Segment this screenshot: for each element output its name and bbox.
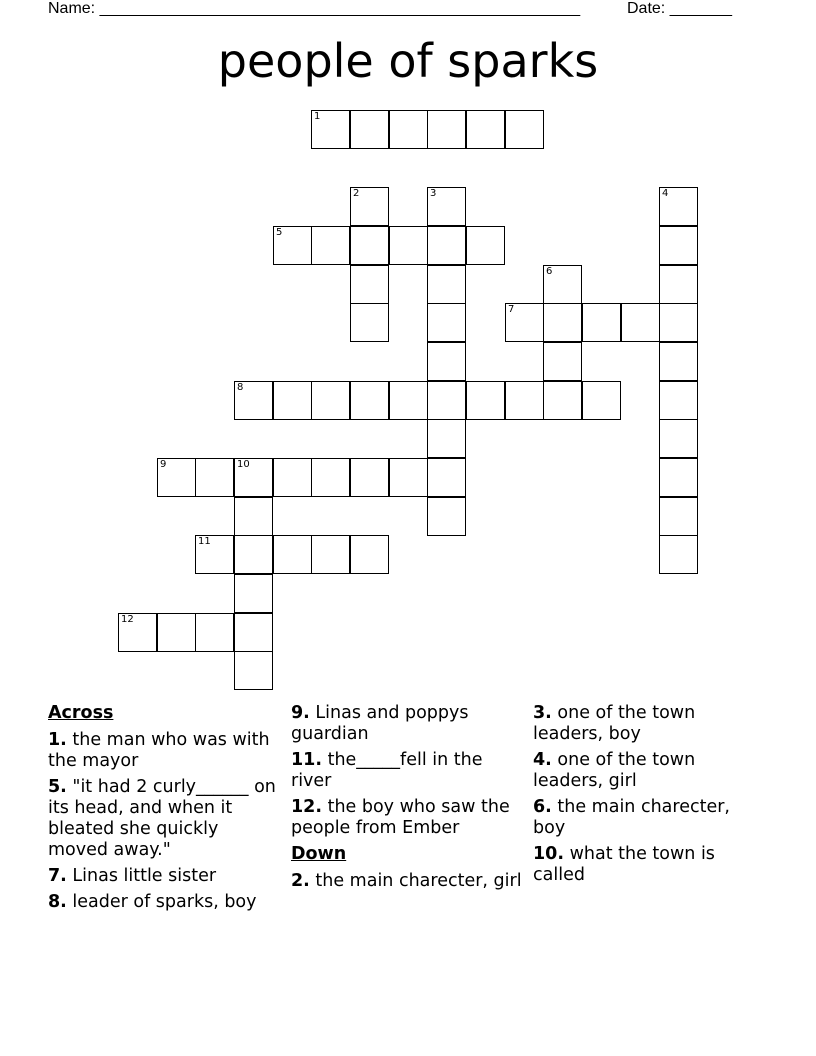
grid-cell[interactable] [350,535,389,574]
clue-number: 9. [291,703,310,723]
grid-cell[interactable] [659,458,698,497]
grid-cell[interactable] [234,613,273,652]
clue-text: what the town is called [533,844,715,885]
cell-number: 3 [430,188,437,199]
grid-cell[interactable] [543,342,582,381]
clue [48,892,280,913]
grid-cell[interactable] [195,458,234,497]
grid-cell[interactable] [505,110,544,149]
clue-number: 2. [291,871,310,891]
clue [291,871,523,892]
grid-cell[interactable] [427,381,466,420]
grid-cell[interactable] [311,381,350,420]
clue-text: the main charecter, girl [309,871,522,891]
grid-cell[interactable] [234,458,273,497]
clue-text: Linas little sister [66,866,217,886]
clue [533,703,765,745]
clue-text: one of the town leaders, boy [533,703,696,744]
grid-cell[interactable] [389,458,428,497]
grid-cell[interactable] [350,187,389,226]
clue [291,797,523,839]
puzzle-title: people of sparks [217,34,599,88]
clue-column-2 [291,703,523,897]
clue-number: 11. [291,750,323,770]
clue-column-3 [533,703,765,891]
grid-cell[interactable] [234,381,273,420]
cell-number: 4 [662,188,669,199]
grid-cell[interactable] [659,226,698,265]
grid-cell[interactable] [466,226,505,265]
clue-number: 8. [48,892,67,912]
cell-number: 7 [508,304,515,315]
grid-cell[interactable] [543,265,582,304]
clue-number: 1. [48,730,67,750]
clue [533,797,765,839]
grid-cell[interactable] [427,303,466,342]
down-heading: Down [291,844,347,864]
cell-number: 6 [546,266,553,277]
grid-cell[interactable] [659,535,698,574]
cell-number: 8 [237,382,244,393]
grid-cell[interactable] [350,303,389,342]
grid-cell[interactable] [505,303,544,342]
grid-cell[interactable] [427,187,466,226]
cell-number: 9 [160,459,167,470]
clue-text: "it had 2 curly______ on its head, and when it bleated she quickly moved away." [48,777,276,860]
grid-cell[interactable] [157,458,196,497]
clue [533,750,765,792]
grid-cell[interactable] [427,497,466,536]
clue [533,844,765,886]
grid-cell[interactable] [350,381,389,420]
grid-cell[interactable] [350,110,389,149]
clue-column-1 [48,703,280,918]
clue-number: 4. [533,750,552,770]
grid-cell[interactable] [389,381,428,420]
grid-cell[interactable] [543,303,582,342]
date-field-line: Date: _______ [627,0,732,17]
grid-cell[interactable] [427,342,466,381]
grid-cell[interactable] [234,535,273,574]
grid-cell[interactable] [350,265,389,304]
grid-cell[interactable] [311,110,350,149]
grid-cell[interactable] [427,265,466,304]
clue-number: 6. [533,797,552,817]
grid-cell[interactable] [582,303,621,342]
clue-number: 3. [533,703,552,723]
clue [291,750,523,792]
grid-cell[interactable] [350,226,389,265]
clue-text: leader of sparks, boy [66,892,257,912]
clue-number: 12. [291,797,323,817]
cell-number: 11 [198,536,211,547]
grid-cell[interactable] [659,265,698,304]
cell-number: 2 [353,188,360,199]
grid-cell[interactable] [659,419,698,458]
clue [48,777,280,861]
grid-cell[interactable] [659,381,698,420]
grid-cell[interactable] [195,535,234,574]
clue-text: Linas and poppys guardian [291,703,469,744]
clue-text: the man who was with the mayor [48,730,270,771]
clue-number: 10. [533,844,565,864]
grid-cell[interactable] [659,342,698,381]
cell-number: 1 [314,111,321,122]
clue [48,866,280,887]
grid-cell[interactable] [427,458,466,497]
grid-cell[interactable] [273,381,312,420]
grid-cell[interactable] [659,303,698,342]
grid-cell[interactable] [427,110,466,149]
grid-cell[interactable] [273,535,312,574]
grid-cell[interactable] [157,613,196,652]
grid-cell[interactable] [234,651,273,690]
cell-number: 5 [276,227,283,238]
clue [48,730,280,772]
grid-cell[interactable] [350,458,389,497]
clue-text: the boy who saw the people from Ember [291,797,510,838]
grid-cell[interactable] [118,613,157,652]
grid-cell[interactable] [234,497,273,536]
grid-cell[interactable] [427,226,466,265]
grid-cell[interactable] [427,419,466,458]
grid-cell[interactable] [659,187,698,226]
clue-text: the_____fell in the river [291,750,483,791]
grid-cell[interactable] [543,381,582,420]
across-heading: Across [48,703,114,723]
grid-cell[interactable] [311,535,350,574]
grid-cell[interactable] [582,381,621,420]
grid-cell[interactable] [505,381,544,420]
grid-cell[interactable] [311,226,350,265]
grid-cell[interactable] [234,574,273,613]
grid-cell[interactable] [389,110,428,149]
name-field-line: Name: ______________________________________________________ [48,0,581,17]
grid-cell[interactable] [389,226,428,265]
grid-cell[interactable] [195,613,234,652]
clue-number: 7. [48,866,67,886]
clue-number: 5. [48,777,67,797]
grid-cell[interactable] [466,110,505,149]
clue [291,703,523,745]
cell-number: 10 [237,459,250,470]
grid-cell[interactable] [621,303,660,342]
grid-cell[interactable] [311,458,350,497]
grid-cell[interactable] [659,497,698,536]
clue-text: the main charecter, boy [533,797,730,838]
cell-number: 12 [121,614,134,625]
grid-cell[interactable] [466,381,505,420]
grid-cell[interactable] [273,458,312,497]
grid-cell[interactable] [273,226,312,265]
clue-text: one of the town leaders, girl [533,750,696,791]
